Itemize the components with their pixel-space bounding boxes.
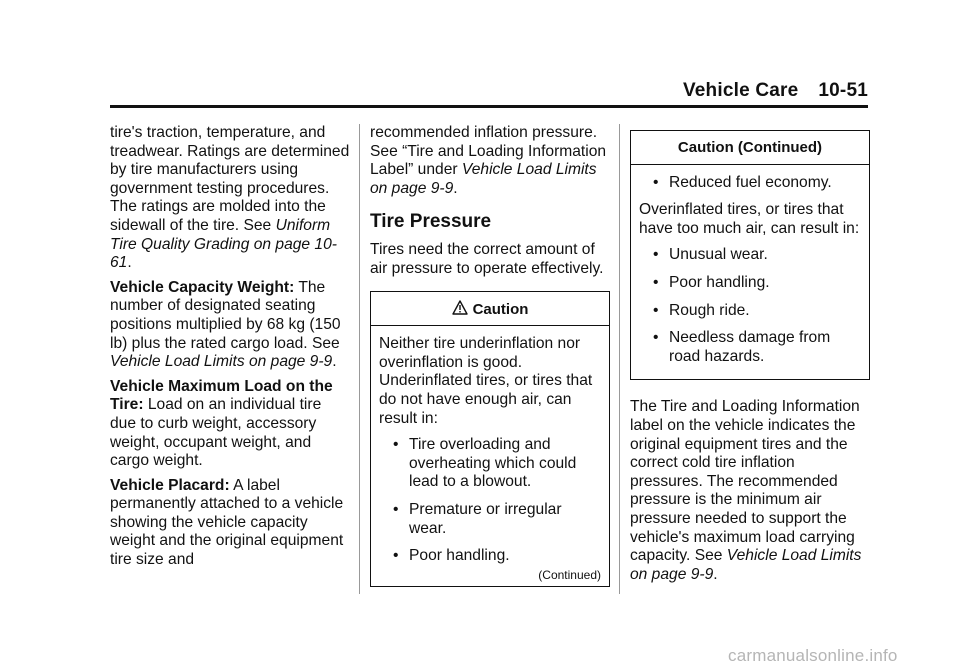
- page-header: [110, 80, 868, 108]
- bullet-icon: •: [653, 173, 659, 191]
- caution-bullet: • Tire overloading and overheating which could lead to a blowout.: [393, 436, 577, 491]
- caution-bullet: • Premature or irregular wear.: [393, 500, 562, 537]
- header-title: [683, 80, 868, 102]
- paragraph-traction: tire's traction, temperature, and treadwear. Ratings are determined by tire manufacturers using government testing procedures. The ratings are molded into the sidewall of the tire. See Uniform Tire Quality Grading on page 10-61.: [110, 124, 350, 272]
- paragraph-vehicle-capacity-weight: Vehicle Capacity Weight: The number of designated seating positions multiplied by 68 kg (150 lb) plus the rated cargo load. See Vehicle Load Limits on page 9-9.: [110, 278, 341, 371]
- term-vehicle-max-load: Vehicle Maximum Load on the Tire: [110, 377, 333, 414]
- caution-bullet: • Unusual wear.: [653, 246, 768, 264]
- link-vehicle-load-limits[interactable]: Vehicle Load Limits on page 9-9: [110, 353, 333, 371]
- paragraph-tire-pressure: Tires need the correct amount of air pressure to operate effectively.: [370, 241, 604, 277]
- bullet-icon: •: [393, 500, 399, 518]
- caution-continued-body: [631, 165, 869, 380]
- continued-label: (Continued): [538, 567, 601, 582]
- caution-body: [371, 326, 609, 586]
- caution-header: [371, 292, 609, 327]
- link-vehicle-load-limits-2[interactable]: Vehicle Load Limits on page 9-9: [370, 161, 597, 197]
- bullet-icon: •: [393, 547, 399, 565]
- caution-continued-box: [630, 130, 870, 380]
- caution-bullet: • Poor handling.: [653, 273, 770, 291]
- column-1: [110, 124, 350, 576]
- column-divider-left: [359, 124, 360, 594]
- paragraph-vehicle-placard: Vehicle Placard: A label permanently attached to a vehicle showing the vehicle capacity weight and the original equipment tire size and: [110, 476, 344, 569]
- caution-bullet: • Poor handling.: [393, 547, 510, 565]
- bullet-icon: •: [653, 246, 659, 264]
- caution-title: Caution: [472, 300, 529, 318]
- section-title: Vehicle Care: [682, 80, 799, 101]
- column-2: [370, 124, 610, 587]
- section-heading-tire-pressure: Tire Pressure: [370, 211, 492, 233]
- paragraph-tire-loading-label: The Tire and Loading Information label on the vehicle indicates the original equipment tires and the correct cold tire inflation pressures. The recommended pressure is the minimum air pressure needed to support the vehicle's maximum load carrying capacity. See Vehicle Load Limits on page 9-9.: [630, 398, 862, 583]
- column-divider-right: [619, 124, 620, 594]
- link-uniform-tire-quality[interactable]: Uniform Tire Quality Grading on page 10-61: [110, 216, 337, 272]
- column-3: [630, 124, 870, 590]
- paragraph-vehicle-max-load: Vehicle Maximum Load on the Tire: Load on an individual tire due to curb weight, accessory weight, occupant weight, and cargo weight.: [110, 377, 333, 470]
- bullet-icon: •: [653, 301, 659, 319]
- bullet-icon: •: [393, 436, 399, 454]
- link-vehicle-load-limits-3[interactable]: Vehicle Load Limits on page 9-9: [630, 547, 862, 583]
- caution-intro: Overinflated tires, or tires that have too much air, can result in:: [639, 201, 860, 237]
- caution-intro: Neither tire underinflation nor overinflation is good. Underinflated tires, or tires that do not have enough air, can result in:: [379, 335, 593, 427]
- caution-bullet: • Reduced fuel economy.: [653, 173, 832, 191]
- warning-triangle-icon: [452, 300, 468, 315]
- caution-bullet: • Rough ride.: [653, 301, 750, 319]
- bullet-icon: •: [653, 273, 659, 291]
- caution-box: [370, 291, 610, 587]
- paragraph-recommended-pressure: recommended inflation pressure. See “Tire and Loading Information Label” under Vehicle Load Limits on page 9-9.: [370, 124, 607, 197]
- caution-continued-header: Caution (Continued): [631, 131, 869, 165]
- watermark: carmanualsonline.info: [728, 646, 898, 665]
- bullet-icon: •: [653, 329, 659, 347]
- page-number: 10-51: [818, 80, 868, 101]
- term-vehicle-capacity-weight: Vehicle Capacity Weight: [110, 278, 290, 296]
- term-vehicle-placard: Vehicle Placard: [110, 476, 225, 494]
- caution-bullet: • Needless damage from road hazards.: [653, 329, 831, 365]
